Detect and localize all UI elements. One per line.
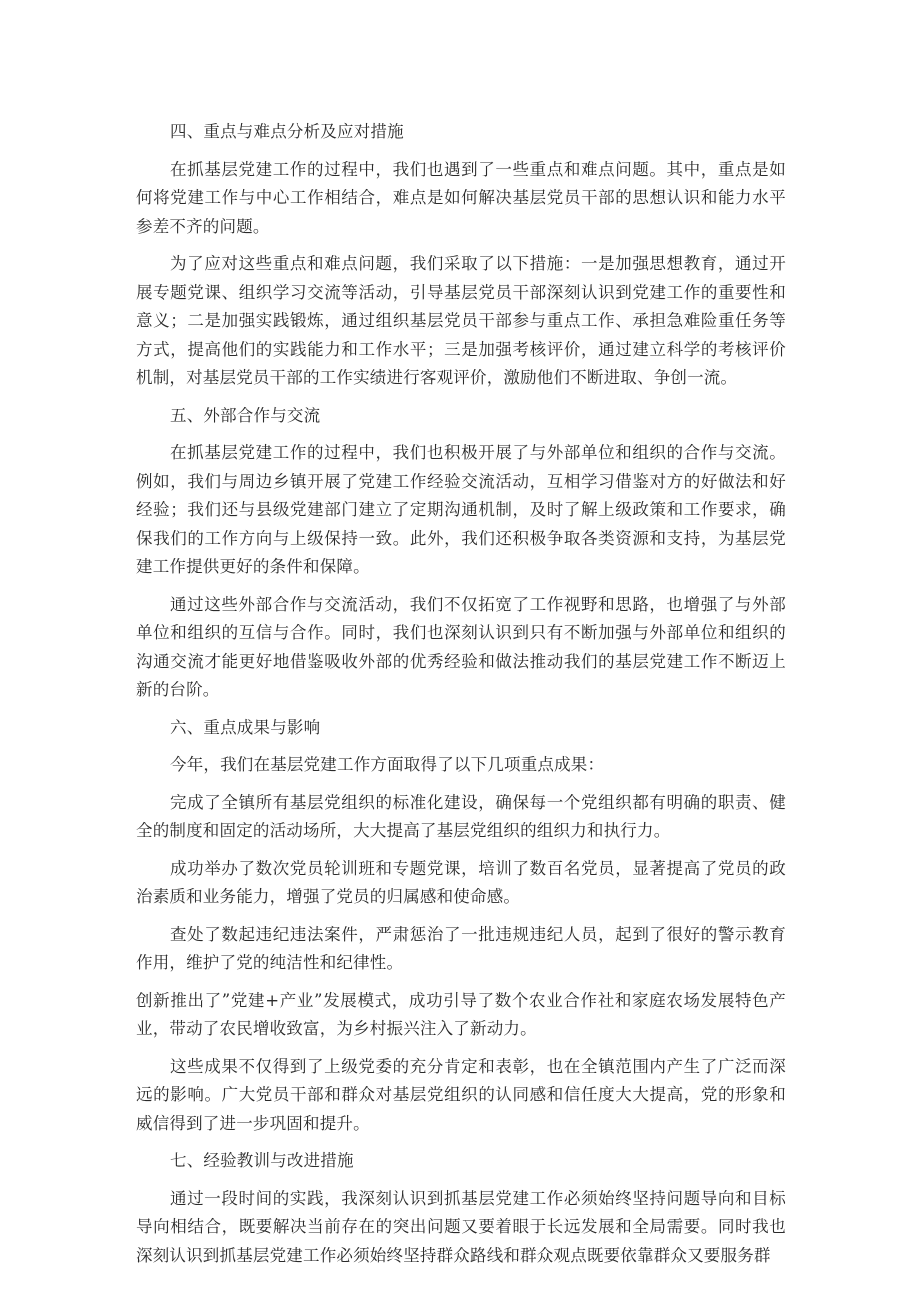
paragraph: 为了应对这些重点和难点问题，我们采取了以下措施：一是加强思想教育，通过开展专题党课、组织学习交流等活动，引导基层党员干部深刻认识到党建工作的重要性和意义；二是加强实践锻炼，通过组织基层党员干部参与重点工作、承担急难险重任务等方式，提高他们的实践能力和工作水平；三是加强考核评价，通过建立科学的考核评价机制，对基层党员干部的工作实绩进行客观评价，激励他们不断进取、争创一流。 [136, 254, 786, 387]
paragraph: 完成了全镇所有基层党组织的标准化建设，确保每一个党组织都有明确的职责、健全的制度和固定的活动场所，大大提高了基层党组织的组织力和执行力。 [136, 792, 786, 840]
paragraph: 今年，我们在基层党建工作方面取得了以下几项重点成果： [170, 755, 605, 774]
paragraph: 通过这些外部合作与交流活动，我们不仅拓宽了工作视野和思路，也增强了与外部单位和组织的互信与合作。同时，我们也深刻认识到只有不断加强与外部单位和组织的沟通交流才能更好地借鉴吸收外部的优秀经验和做法推动我们的基层党建工作不断迈上新的台阶。 [136, 594, 786, 699]
section-heading-6: 六、重点成果与影响 [170, 717, 321, 737]
paragraph: 查处了数起违纪违法案件，严肃惩治了一批违规违纪人员，起到了很好的警示教育作用，维护了党的纯洁性和纪律性。 [136, 924, 786, 972]
section-heading-7: 七、经验教训与改进措施 [170, 1151, 354, 1170]
section-heading-5: 五、外部合作与交流 [170, 405, 321, 425]
paragraph: 这些成果不仅得到了上级党委的充分肯定和表彰，也在全镇范围内产生了广泛而深远的影响。广大党员干部和群众对基层党组织的认同感和信任度大大提高，党的形象和威信得到了进一步巩固和提升。 [136, 1056, 786, 1133]
paragraph: 创新推出了”党建+产业”发展模式，成功引导了数个农业合作社和家庭农场发展特色产业，带动了农民增收致富，为乡村振兴注入了新动力。 [136, 990, 786, 1038]
paragraph: 在抓基层党建工作的过程中，我们也积极开展了与外部单位和组织的合作与交流。例如，我们与周边乡镇开展了党建工作经验交流活动，互相学习借鉴对方的好做法和好经验；我们还与县级党建部门建立了定期沟通机制，及时了解上级政策和工作要求，确保我们的工作方向与上级保持一致。此外，我们还积极争取各类资源和支持，为基层党建工作提供更好的条件和保障。 [136, 443, 786, 576]
section-heading-4: 四、重点与难点分析及应对措施 [170, 122, 404, 141]
paragraph: 在抓基层党建工作的过程中，我们也遇到了一些重点和难点问题。其中，重点是如何将党建工作与中心工作相结合，难点是如何解决基层党员干部的思想认识和能力水平参差不齐的问题。 [136, 159, 786, 236]
paragraph: 成功举办了数次党员轮训班和专题党课，培训了数百名党员，显著提高了党员的政治素质和业务能力，增强了党员的归属感和使命感。 [136, 858, 786, 906]
paragraph: 通过一段时间的实践，我深刻认识到抓基层党建工作必须始终坚持问题导向和目标导向相结合，既要解决当前存在的突出问题又要着眼于长远发展和全局需要。同时我也深刻认识到抓基层党建工作必须始终坚持群众路线和群众观点既要依靠群众又要服务群 [136, 1188, 786, 1265]
